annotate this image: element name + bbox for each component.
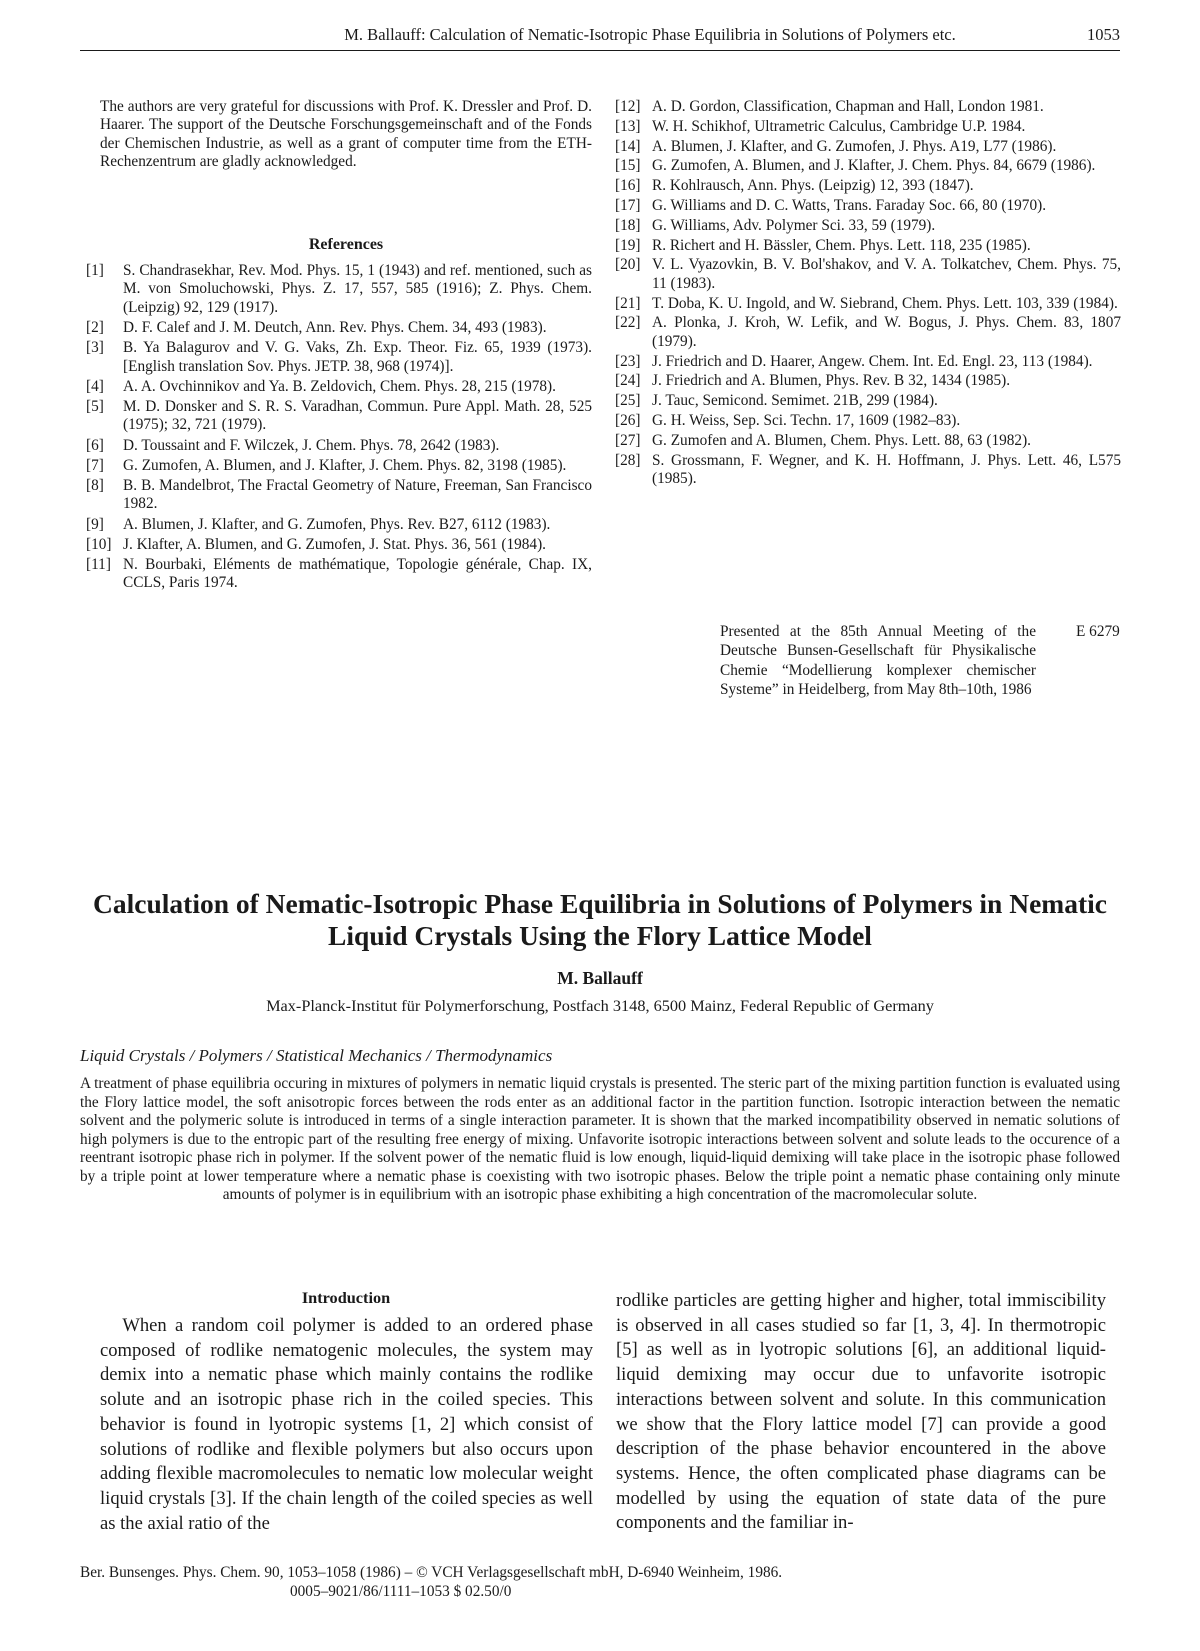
- reference-item: [615, 138, 1121, 156]
- reference-text: V. L. Vyazovkin, B. V. Bol'shakov, and V. A. Tolkatchev, Chem. Phys. 75, 11 (1983).: [652, 256, 1121, 292]
- reference-text: B. Ya Balagurov and V. G. Vaks, Zh. Exp. Theor. Fiz. 65, 1939 (1973). [English translation Sov. Phys. JETP. 38, 968 (1974)].: [123, 339, 592, 375]
- reference-text: G. Williams and D. C. Watts, Trans. Faraday Soc. 66, 80 (1970).: [652, 196, 1047, 214]
- reference-text: R. Richert and H. Bässler, Chem. Phys. Lett. 118, 235 (1985).: [652, 236, 1031, 254]
- reference-text: G. Williams, Adv. Polymer Sci. 33, 59 (1979).: [652, 216, 936, 234]
- reference-number: [15]: [615, 157, 641, 175]
- acknowledgment: The authors are very grateful for discussions with Prof. K. Dressler and Prof. D. Haarer. The support of the Deutsche Forschungsgemeinschaft and of the Fonds der Chemischen Industrie, as well as a grant of computer time from the ETH-Rechenzentrum are gladly acknowledged.: [100, 98, 592, 171]
- reference-item: [615, 392, 1121, 410]
- reference-number: [23]: [615, 352, 641, 370]
- reference-text: A. A. Ovchinnikov and Ya. B. Zeldovich, Chem. Phys. 28, 215 (1978).: [123, 377, 556, 395]
- reference-text: J. Friedrich and D. Haarer, Angew. Chem. Int. Ed. Engl. 23, 113 (1984).: [652, 352, 1093, 370]
- reference-number: [4]: [86, 377, 104, 395]
- reference-number: [18]: [615, 216, 641, 234]
- reference-text: W. H. Schikhof, Ultrametric Calculus, Cambridge U.P. 1984.: [652, 117, 1026, 135]
- reference-item: [615, 372, 1121, 390]
- journal-citation: Ber. Bunsenges. Phys. Chem. 90, 1053–1058 (1986) – © VCH Verlagsgesellschaft mbH, D-6940 Weinheim, 1986.: [80, 1564, 783, 1581]
- article-author: M. Ballauff: [557, 968, 643, 988]
- introduction-right-column: rodlike particles are getting higher and higher, total immiscibility is observed in all cases studied so far [1, 3, 4]. In thermotropic [5] as well as in lyotropic solutions [6], an additional liquid-liquid demixing may occur due to unfavorite isotropic interactions between solvent and solute. In this communication we show that the Flory lattice model [7] can provide a good description of the phase behavior encountered in the above systems. Hence, the often complicated phase diagrams can be modelled by using the equation of state data of the pure components and the familiar in-: [616, 1290, 1106, 1534]
- reference-number: [1]: [86, 262, 104, 279]
- reference-text: J. Tauc, Semicond. Semimet. 21B, 299 (1984).: [652, 392, 938, 410]
- reference-text: D. Toussaint and F. Wilczek, J. Chem. Phys. 78, 2642 (1983).: [123, 436, 500, 454]
- reference-text: A. Plonka, J. Kroh, W. Lefik, and W. Bogus, J. Phys. Chem. 83, 1807 (1979).: [652, 314, 1121, 350]
- reference-text: N. Bourbaki, Eléments de mathématique, Topologie générale, Chap. IX, CCLS, Paris 1974.: [123, 556, 592, 592]
- reference-text: G. H. Weiss, Sep. Sci. Techn. 17, 1609 (1982–83).: [652, 411, 961, 429]
- reference-number: [16]: [615, 177, 641, 195]
- reference-text: J. Klafter, A. Blumen, and G. Zumofen, J. Stat. Phys. 36, 561 (1984).: [123, 535, 546, 553]
- reference-number: [9]: [86, 515, 104, 533]
- reference-item: [86, 477, 592, 514]
- reference-text: R. Kohlrausch, Ann. Phys. (Leipzig) 12, 393 (1847).: [652, 177, 974, 195]
- reference-text: A. Blumen, J. Klafter, and G. Zumofen, Phys. Rev. B27, 6112 (1983).: [123, 515, 551, 533]
- abstract: A treatment of phase equilibria occuring in mixtures of polymers in nematic liquid crystals is presented. The steric part of the mixing partition function is evaluated using the Flory lattice model, the soft anisotropic forces between the rods enter as an additional factor in the partition function. Isotropic interaction between the nematic solvent and the polymeric solute is introduced in terms of a single interaction parameter. It is shown that the marked incompatibility observed in nematic solutions of high polymers is due to the entropic part of the resulting free energy of mixing. Unfavorite isotropic interactions between solvent and solute leads to the occurence of a reentrant isotropic phase rich in polymer. If the solvent power of the nematic fluid is low enough, liquid-liquid demixing will take place in the isotropic phase followed by a triple point at lower temperature where a nematic phase is coexisting with two isotropic phases. Below the triple point a nematic phase containing only minute amounts of polymer is in equilibrium with an isotropic phase exhibiting a high concentration of the macromolecular solute.: [80, 1075, 1120, 1203]
- reference-item: [615, 432, 1121, 450]
- reference-number: [5]: [86, 398, 104, 416]
- reference-number: [11]: [86, 556, 111, 574]
- reference-text: A. Blumen, J. Klafter, and G. Zumofen, J. Phys. A19, L77 (1986).: [652, 137, 1057, 155]
- reference-item: [615, 157, 1121, 175]
- reference-item: [615, 197, 1121, 215]
- reference-item: [86, 457, 592, 475]
- reference-item: [615, 217, 1121, 235]
- reference-number: [20]: [615, 256, 641, 274]
- reference-item: [615, 98, 1121, 116]
- reference-item: [615, 118, 1121, 136]
- reference-item: [615, 353, 1121, 371]
- reference-item: [86, 556, 592, 593]
- reference-number: [13]: [615, 117, 641, 135]
- reference-item: [86, 378, 592, 396]
- introduction-heading: Introduction: [301, 1288, 391, 1307]
- running-title: M. Ballauff: Calculation of Nematic-Isotropic Phase Equilibria in Solutions of Polymers etc.: [344, 25, 956, 44]
- references-heading: References: [308, 236, 384, 253]
- reference-number: [17]: [615, 196, 641, 214]
- reference-number: [2]: [86, 319, 104, 337]
- reference-number: [6]: [86, 436, 104, 454]
- reference-text: B. B. Mandelbrot, The Fractal Geometry of Nature, Freeman, San Francisco 1982.: [123, 477, 592, 513]
- reference-text: M. D. Donsker and S. R. S. Varadhan, Commun. Pure Appl. Math. 28, 525 (1975); 32, 721 (1979).: [123, 398, 592, 434]
- reference-text: G. Zumofen, A. Blumen, and J. Klafter, J. Chem. Phys. 84, 6679 (1986).: [652, 157, 1096, 175]
- reference-number: [21]: [615, 294, 641, 312]
- reference-number: [27]: [615, 431, 641, 449]
- running-header: [80, 22, 1120, 52]
- reference-text: J. Friedrich and A. Blumen, Phys. Rev. B 32, 1434 (1985).: [652, 372, 1011, 390]
- reference-item: [86, 398, 592, 435]
- reference-item: [86, 262, 592, 317]
- reference-item: [86, 319, 592, 337]
- reference-number: [24]: [615, 372, 641, 390]
- reference-number: [22]: [615, 314, 641, 332]
- reference-text: S. Chandrasekhar, Rev. Mod. Phys. 15, 1 (1943) and ref. mentioned, such as M. von Smoluchowski, Phys. Z. 17, 557, 585 (1916); Z. Phys. Chem. (Leipzig) 92, 129 (1917).: [123, 262, 592, 316]
- reference-number: [10]: [86, 535, 112, 553]
- reference-number: [28]: [615, 451, 641, 469]
- reference-item: [86, 536, 592, 554]
- reference-item: [86, 339, 592, 376]
- header-rule: [80, 50, 1120, 51]
- reference-number: [26]: [615, 411, 641, 429]
- reference-item: [615, 237, 1121, 255]
- reference-number: [14]: [615, 137, 641, 155]
- references-left-column: [86, 262, 592, 595]
- reference-number: [12]: [615, 98, 641, 115]
- issn-code: 0005–9021/86/1111–1053 $ 02.50/0: [290, 1583, 512, 1600]
- reference-text: T. Doba, K. U. Ingold, and W. Siebrand, Chem. Phys. Lett. 103, 339 (1984).: [652, 294, 1118, 312]
- reference-item: [86, 516, 592, 534]
- presented-note: Presented at the 85th Annual Meeting of the Deutsche Bunsen-Gesellschaft für Physikalische Chemie “Modellierung komplexer chemischer Systeme” in Heidelberg, from May 8th–10th, 1986: [720, 623, 1036, 698]
- reference-number: [25]: [615, 392, 641, 410]
- reference-item: [615, 177, 1121, 195]
- reference-text: G. Zumofen and A. Blumen, Chem. Phys. Lett. 88, 63 (1982).: [652, 431, 1031, 449]
- author-affiliation: Max-Planck-Institut für Polymerforschung, Postfach 3148, 6500 Mainz, Federal Republic of Germany: [266, 996, 934, 1015]
- references-right-column: [615, 98, 1121, 490]
- reference-text: D. F. Calef and J. M. Deutch, Ann. Rev. Phys. Chem. 34, 493 (1983).: [123, 319, 547, 337]
- reference-number: [19]: [615, 236, 641, 254]
- reference-item: [615, 452, 1121, 489]
- article-title: Calculation of Nematic-Isotropic Phase Equilibria in Solutions of Polymers in Nematic Liquid Crystals Using the Flory Lattice Model: [93, 888, 1107, 951]
- reference-item: [615, 314, 1121, 351]
- manuscript-code: E 6279: [1076, 623, 1120, 640]
- reference-text: S. Grossmann, F. Wegner, and K. H. Hoffmann, J. Phys. Lett. 46, L575 (1985).: [652, 451, 1121, 487]
- reference-number: [7]: [86, 456, 104, 474]
- reference-item: [86, 437, 592, 455]
- reference-number: [8]: [86, 477, 104, 495]
- reference-text: A. D. Gordon, Classification, Chapman and Hall, London 1981.: [652, 98, 1044, 115]
- reference-number: [3]: [86, 339, 104, 357]
- reference-text: G. Zumofen, A. Blumen, and J. Klafter, J. Chem. Phys. 82, 3198 (1985).: [123, 456, 567, 474]
- reference-item: [615, 295, 1121, 313]
- keywords: Liquid Crystals / Polymers / Statistical Mechanics / Thermodynamics: [80, 1046, 553, 1065]
- page-number: 1053: [1087, 25, 1120, 44]
- reference-item: [615, 256, 1121, 293]
- reference-item: [615, 412, 1121, 430]
- introduction-left-column: When a random coil polymer is added to an ordered phase composed of rodlike nematogenic molecules, the system may demix into a nematic phase which mainly contains the rodlike solute and an isotropic phase rich in the coiled species. This behavior is found in lyotropic systems [1, 2] which consist of solutions of rodlike and flexible polymers but also occurs upon adding flexible macromolecules to nematic low molecular weight liquid crystals [3]. If the chain length of the coiled species as well as the axial ratio of the: [100, 1315, 593, 1534]
